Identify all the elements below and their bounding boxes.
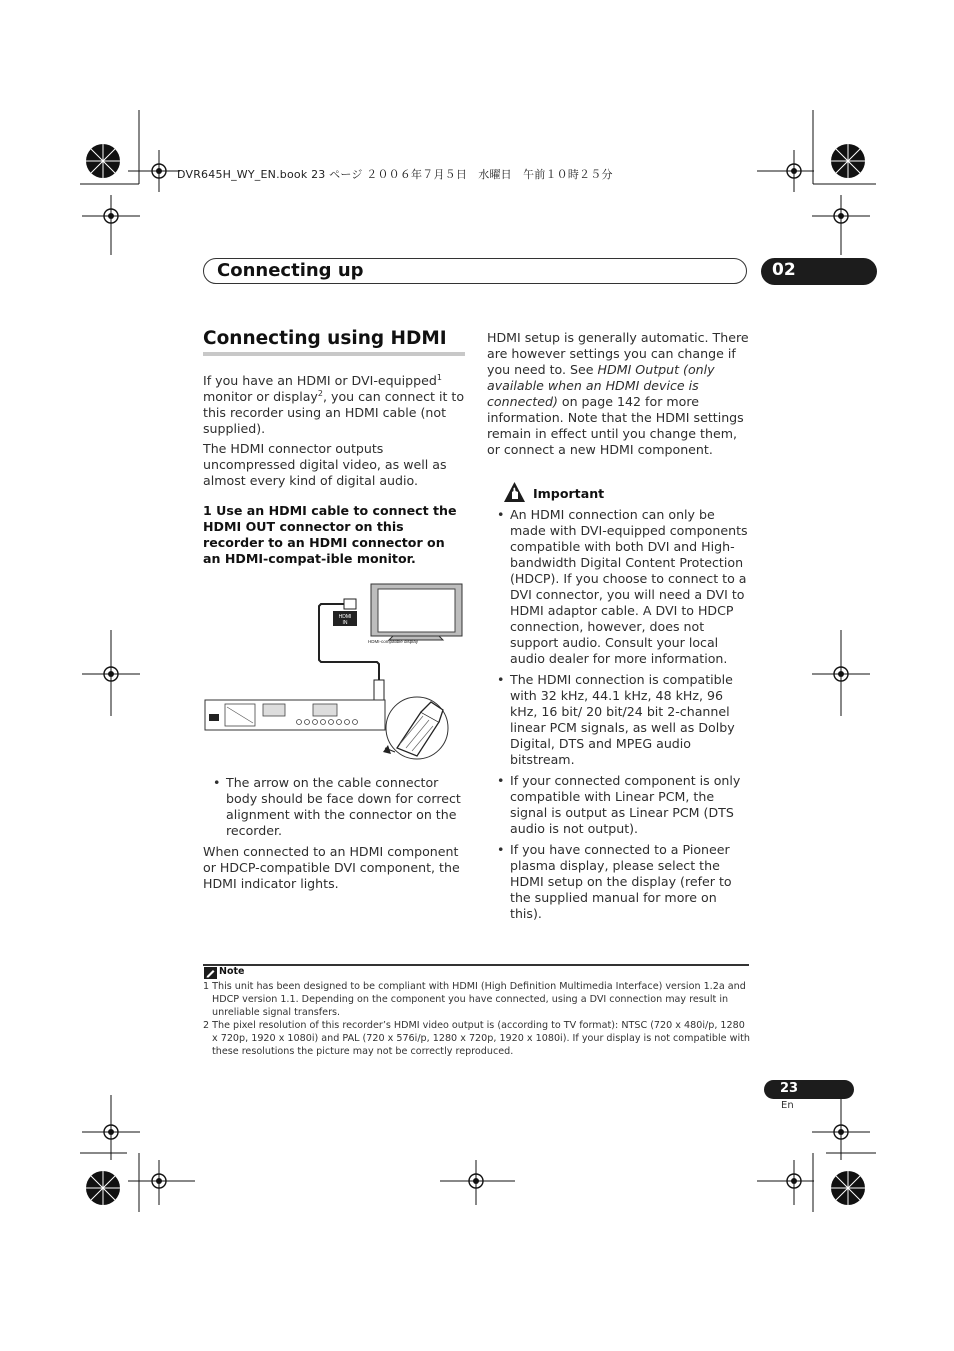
- page-number: 23: [780, 1081, 799, 1096]
- indicator-paragraph: When connected to an HDMI component or HDCP-compatible DVI component, the HDMI indicator lights.: [203, 844, 460, 891]
- list-item: • The arrow on the cable connector body should be face down for correct alignment with the connector on the recorder.: [203, 775, 465, 839]
- cross-reference: HDMI Output (only available when an HDMI device is connected): [487, 362, 715, 409]
- note-label: Note: [219, 966, 245, 977]
- file-header: DVR645H_WY_EN.book 23 ページ ２００６年７月５日 水曜日 午前１０時２５分: [177, 168, 613, 181]
- cable-plug: [374, 680, 384, 700]
- display-screen: [378, 589, 455, 632]
- important-label: Important: [533, 486, 605, 501]
- left-column-intro: [203, 373, 465, 493]
- left-bullets: [203, 775, 465, 896]
- hdmi-in-label: HDMI: [338, 614, 352, 620]
- note-rule: [203, 964, 749, 966]
- section-rule: [203, 352, 465, 356]
- important-list: [487, 507, 749, 927]
- intro-paragraph: If you have an HDMI or DVI-equipped$^1$ monitor or display$^2$, you can connect it to this recorder using an HDMI cable (not supplied).: [203, 372, 465, 436]
- footnotes: [203, 980, 751, 1058]
- page-number-badge: [764, 1080, 854, 1099]
- list-item: • If you have connected to a Pioneer plasma display, please select the HDMI setup on the display (refer to the supplied manual for more on this).: [487, 842, 749, 922]
- chapter-number: 02: [772, 260, 796, 280]
- section-title: Connecting using HDMI: [203, 328, 447, 349]
- step-1: 1 Use an HDMI cable to connect the HDMI OUT connector on this recorder to an HDMI connector on an HDMI-compat-ible monitor.: [203, 503, 457, 566]
- important-hand-icon: [503, 481, 526, 503]
- footnote-1: 1 This unit has been designed to be compliant with HDMI (High Definition Multimedia Interface) version 1.2a and HDCP version 1.1. Depending on the component you have connected, using a DVI connection may result in unreliable signal transfers.: [203, 981, 746, 1018]
- footnote-2: 2 The pixel resolution of this recorder’s HDMI video output is (according to TV format): NTSC (720 x 480i/p, 1280 x 720p, 1920 x 1080i) and PAL (720 x 576i/p, 1280 x 720p, 1920 x 1080i). If your display is not compatible with these resolutions the picture may not be correctly reproduced.: [203, 1020, 750, 1057]
- hdmi-in-label-2: IN: [342, 620, 348, 626]
- list-item: • The HDMI connection is compatible with 32 kHz, 44.1 kHz, 48 kHz, 96 kHz, 16 bit/ 20 bit/24 bit 2-channel linear PCM signals, as well as Dolby Digital, DTS and MPEG audio bitstream.: [487, 672, 749, 768]
- header-title: Connecting up: [217, 260, 364, 281]
- page-language: En: [781, 1100, 794, 1111]
- note-icon: [204, 967, 217, 979]
- list-item: • If your connected component is only compatible with Linear PCM, the signal is output as Linear PCM (DTS audio is not output).: [487, 773, 749, 837]
- connector-paragraph: The HDMI connector outputs uncompressed digital video, as well as almost every kind of digital audio.: [203, 441, 447, 488]
- recorder-rear-panel: [205, 700, 385, 730]
- list-item: • An HDMI connection can only be made with DVI-equipped components compatible with both DVI and High-bandwidth Digital Content Protection (HDCP). If you choose to connect to a DVI connector, you will need a DVI to HDMI adaptor cable. A DVI to HDCP connection, however, does not support audio. Consult your local audio dealer for more information.: [487, 507, 749, 667]
- display-label: HDMI-compatible display: [367, 639, 419, 644]
- hdmi-connection-diagram: [203, 580, 465, 780]
- setup-paragraph: HDMI setup is generally automatic. There are however settings you can change if you need to. See HDMI Output (only available when an HDMI device is connected) on page 142 for more information. Note that the HDMI settings remain in effect until you change them, or connect a new HDMI component.: [487, 330, 749, 457]
